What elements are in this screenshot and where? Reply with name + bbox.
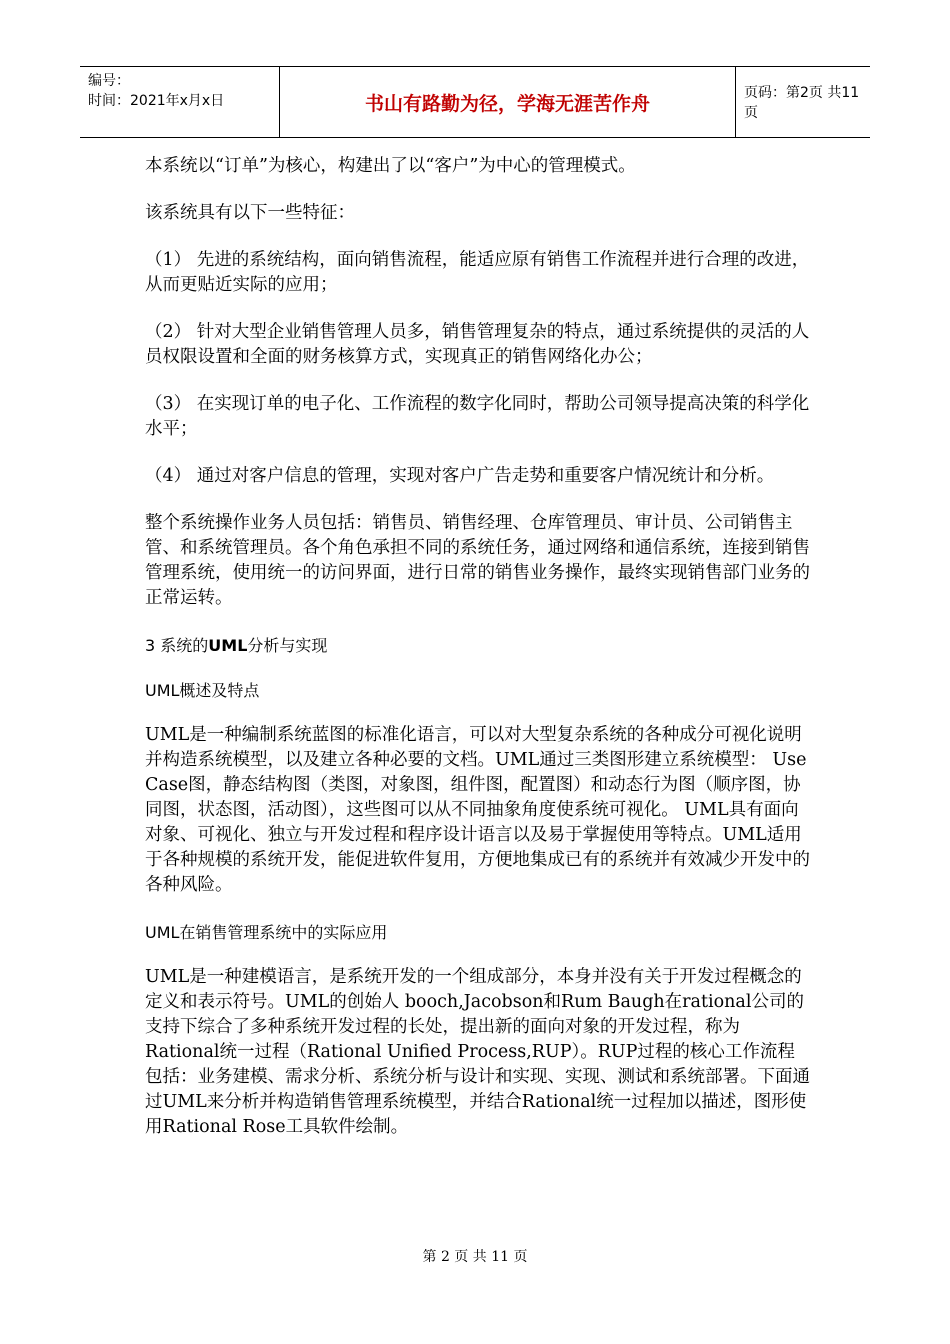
heading-suffix: 分析与实现 (247, 636, 328, 655)
page-header (80, 66, 870, 138)
heading-prefix: 3 系统的 (145, 636, 209, 655)
feature-item-3: （3） 在实现订单的电子化、工作流程的数字化同时，帮助公司领导提高决策的科学化水平； (145, 394, 810, 439)
document-time-label: 时间：2021年x月x日 (88, 93, 225, 109)
document-number-label: 编号： (88, 73, 130, 89)
feature-item-1: （1） 先进的系统结构，面向销售流程，能适应原有销售工作流程并进行合理的改进，从而更贴近实际的应用； (145, 250, 810, 295)
heading-bold: UML (208, 636, 248, 655)
paragraph-uml-application: UML是一种建模语言，是系统开发的一个组成部分，本身并没有关于开发过程概念的定义和表示符号。UML的创始人 booch,Jacobson和Rum Baugh在rational公司的支持下综合了多种系统开发过程的长处，提出新的面向对象的开发过程，称为Rational统一过程（Rational Unified Process,RUP）。RUP过程的核心工作流程包括：业务建模、需求分析、系统分析与设计和实现、实现、测试和系统部署。下面通过UML来分析并构造销售管理系统模型，并结合Rational统一过程加以描述，图形使用Rational Rose工具软件绘制。 (145, 967, 810, 1137)
header-motto: 书山有路勤为径，学海无涯苦作舟 (280, 67, 736, 137)
feature-item-2: （2） 针对大型企业销售管理人员多，销售管理复杂的特点，通过系统提供的灵活的人员权限设置和全面的财务核算方式，实现真正的销售网络化办公； (145, 322, 810, 367)
subsection-title-uml-application: UML在销售管理系统中的实际应用 (145, 923, 388, 942)
paragraph-uml-overview: UML是一种编制系统蓝图的标准化语言，可以对大型复杂系统的各种成分可视化说明并构造系统模型，以及建立各种必要的文档。UML通过三类图形建立系统模型： Use Case图，静态结构图（类图，对象图，组件图，配置图）和动态行为图（顺序图，协同图，状态图，活动图），这些图可以从不同抽象角度使系统可视化。 UML具有面向对象、可视化、独立与开发过程和程序设计语言以及易于掌握使用等特点。UML适用于各种规模的系统开发，能促进软件复用，方便地集成已有的系统并有效减少开发中的各种风险。 (145, 725, 810, 895)
subsection-title-uml-overview: UML概述及特点 (145, 681, 260, 700)
section-heading-3 (145, 633, 811, 658)
paragraph-intro: 本系统以“订单”为核心，构建出了以“客户”为中心的管理模式。 (145, 156, 636, 176)
header-meta (80, 67, 280, 137)
header-page-number: 页码：第2页 共11页 (744, 85, 860, 121)
feature-item-4: （4） 通过对客户信息的管理，实现对客户广告走势和重要客户情况统计和分析。 (145, 466, 775, 486)
paragraph-roles: 整个系统操作业务人员包括：销售员、销售经理、仓库管理员、审计员、公司销售主管、和系统管理员。各个角色承担不同的系统任务，通过网络和通信系统，连接到销售管理系统，使用统一的访问界面，进行日常的销售业务操作，最终实现销售部门业务的正常运转。 (145, 513, 810, 608)
paragraph-features-intro: 该系统具有以下一些特征： (145, 203, 355, 223)
document-body (145, 154, 811, 1140)
page-footer: 第 2 页 共 11 页 (422, 1249, 528, 1265)
